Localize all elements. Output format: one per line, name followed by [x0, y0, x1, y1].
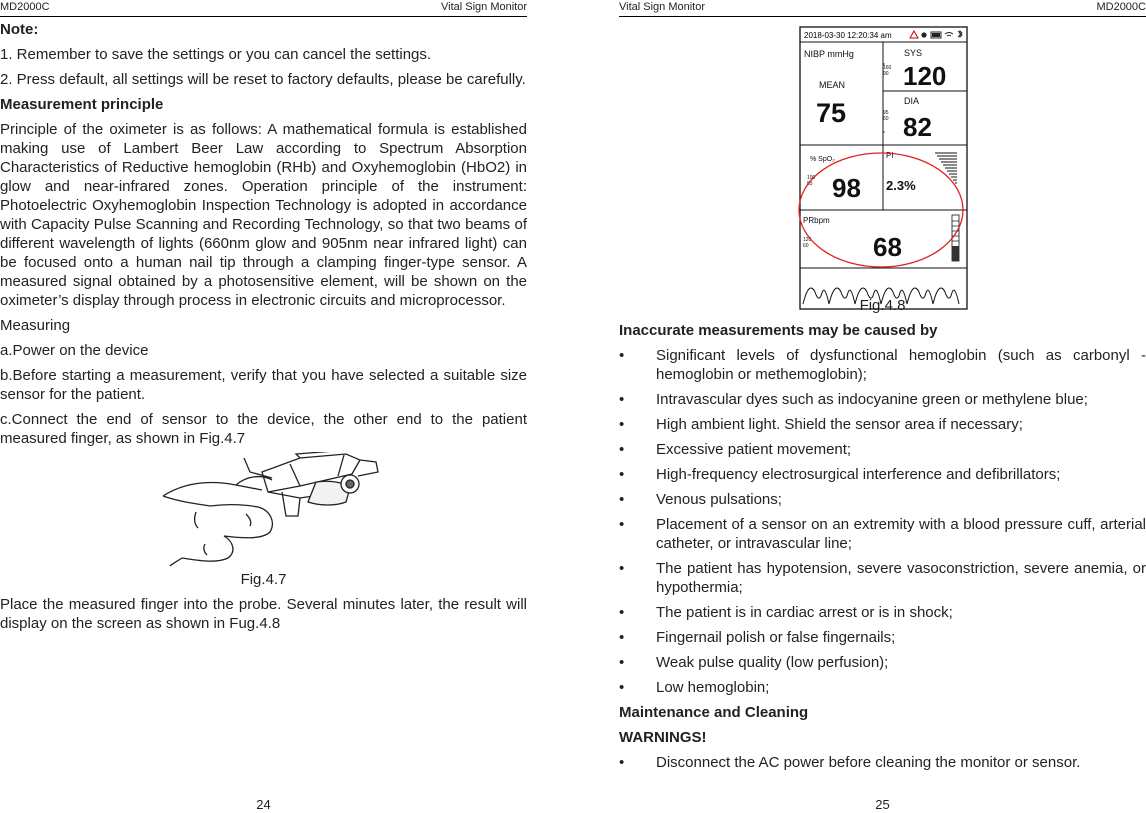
- page-header: [619, 0, 1146, 17]
- sys-value: 120: [903, 61, 947, 91]
- principle-heading: Measurement principle: [0, 96, 164, 113]
- list-item: • Low hemoglobin;: [619, 678, 1146, 697]
- pr-value: 68: [873, 232, 902, 262]
- list-item: • Excessive patient movement;: [619, 440, 1146, 459]
- list-item: • Fingernail polish or false fingernails;: [619, 628, 1146, 647]
- list-item: • High ambient light. Shield the sensor area if necessary;: [619, 415, 1146, 434]
- causes-list: [619, 346, 1146, 697]
- page-body: [0, 20, 527, 639]
- right-page: [619, 0, 1146, 813]
- list-item: • The patient is in cardiac arrest or is in shock;: [619, 603, 1146, 622]
- record-icon: [921, 32, 926, 37]
- note-heading: Note:: [0, 21, 39, 38]
- spo2-limit-high: 100: [807, 175, 816, 181]
- list-item: • Placement of a sensor on an extremity with a blood pressure cuff, arterial catheter, or intravascular line;: [619, 515, 1146, 553]
- list-item: • Disconnect the AC power before cleaning the monitor or sensor.: [619, 753, 1146, 772]
- sys-limit-low: 90: [883, 71, 889, 77]
- pr-limit-low: 60: [803, 243, 809, 249]
- dia-value: 82: [903, 112, 932, 142]
- finger-sensor-figure: [0, 452, 527, 568]
- sys-label: SYS: [904, 48, 923, 58]
- pr-label: PRbpm: [803, 216, 830, 225]
- header-model: MD2000C: [1096, 1, 1146, 13]
- measuring-label: Measuring: [0, 317, 71, 334]
- maintenance-heading: Maintenance and Cleaning: [619, 704, 809, 721]
- warnings-heading: WARNINGS!: [619, 729, 707, 746]
- dia-limit-high: 95: [883, 110, 889, 116]
- dia-label: DIA: [904, 96, 920, 106]
- note-item: 1. Remember to save the settings or you can cancel the settings.: [0, 46, 432, 63]
- spo2-limit-low: 85: [807, 181, 813, 187]
- mean-value: 75: [816, 98, 847, 128]
- list-item: • Weak pulse quality (low perfusion);: [619, 653, 1146, 672]
- inaccurate-heading: Inaccurate measurements may be caused by: [619, 322, 938, 339]
- monitor-screen-figure: [619, 22, 1146, 312]
- spo2-value: 98: [832, 173, 861, 203]
- sys-limit-high: 160: [883, 65, 892, 71]
- page-number: 25: [875, 797, 890, 812]
- header-model: MD2000C: [0, 1, 50, 13]
- page-number: 24: [256, 797, 271, 812]
- dia-limit-low: 60: [883, 116, 889, 122]
- header-title: Vital Sign Monitor: [440, 1, 527, 13]
- page-body: [619, 296, 1146, 778]
- list-item: • High-frequency electrosurgical interference and defibrillators;: [619, 465, 1146, 484]
- header-title: Vital Sign Monitor: [619, 1, 706, 13]
- screen-datetime: 2018-03-30 12:20:34 am: [804, 31, 892, 40]
- left-page: [0, 0, 527, 813]
- step-c: c.Connect the end of sensor to the device, the other end to the patient measured finger, as shown in Fig.4.7: [0, 411, 527, 447]
- list-item: • Venous pulsations;: [619, 490, 1146, 509]
- step-b: b.Before starting a measurement, verify that you have selected a suitable size sensor for the patient.: [0, 367, 527, 403]
- list-item: • Intravascular dyes such as indocyanine green or methylene blue;: [619, 390, 1146, 409]
- mean-label: MEAN: [819, 80, 846, 90]
- list-item: • The patient has hypotension, severe vasoconstriction, severe anemia, or hypothermia;: [619, 559, 1146, 597]
- result-paragraph: Place the measured finger into the probe. Several minutes later, the result will display on the screen as shown in Fug.4.8: [0, 596, 527, 632]
- note-item: 2. Press default, all settings will be reset to factory defaults, please be carefully.: [0, 71, 526, 88]
- spo2-label: % SpO₂: [810, 156, 835, 163]
- principle-paragraph: Principle of the oximeter is as follows: A mathematical formula is established making use of Lambert Beer Law according to Spectrum Absorption Characteristics of Reductive hemoglobin (RHb) and Oxyhemoglobin (HbO2) in glow and near-infrared zones. Operation principle of the instrument: Photoelectric Oxyhemoglobin Inspection Technology is adopted in accordance with Capacity Pulse Scanning and Recording Technology, so that two beams of different wavelength of lights (660nm glow and 905nm near infrared light) can be focused onto a human nail tip through a clamping finger-type sensor. A measured signal obtained by a photosensitive element, will be shown on the oximeter’s display through process in electronic circuits and microprocessor.: [0, 121, 527, 309]
- step-a: a.Power on the device: [0, 342, 149, 359]
- pi-value: 2.3%: [886, 178, 916, 193]
- pi-label: PI: [886, 151, 894, 160]
- list-item: • Significant levels of dysfunctional hemoglobin (such as carbonyl -hemoglobin or methemoglobin);: [619, 346, 1146, 384]
- pr-limit-high: 120: [803, 237, 812, 243]
- warnings-list: [619, 753, 1146, 772]
- nibp-label: NIBP mmHg: [804, 49, 854, 59]
- figure-caption: Fig.4.8: [859, 297, 906, 314]
- figure-caption: Fig.4.7: [240, 571, 287, 588]
- page-header: [0, 0, 527, 17]
